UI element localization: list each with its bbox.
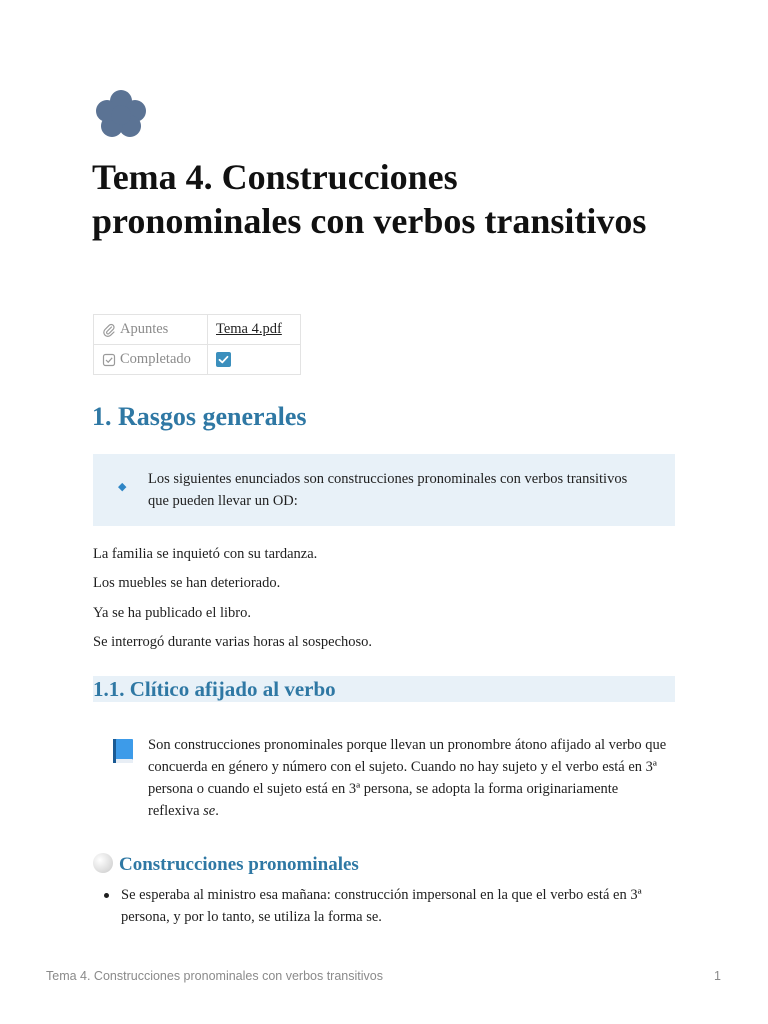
section-heading-clitico: 1.1. Clítico afijado al verbo xyxy=(93,676,675,702)
completed-checkbox[interactable] xyxy=(216,352,231,367)
paperclip-icon xyxy=(102,323,116,337)
bullet-list xyxy=(93,884,675,928)
list-item: Se esperaba al ministro esa mañana: construcción impersonal en la que el verbo está en 3ª persona, y por lo tanto, se utiliza la forma se. xyxy=(93,884,675,928)
white-circle-icon xyxy=(93,853,113,873)
properties-table xyxy=(93,314,301,375)
check-icon xyxy=(216,352,231,367)
blue-book-icon xyxy=(111,738,135,764)
property-row-apuntes xyxy=(94,315,301,345)
page-number: 1 xyxy=(714,969,721,983)
example-sentence: Ya se ha publicado el libro. xyxy=(93,605,251,621)
callout xyxy=(93,730,675,830)
page-title: Tema 4. Construcciones pronominales con verbos transitivos xyxy=(92,157,647,241)
example-sentence: La familia se inquietó con su tardanza. xyxy=(93,546,318,562)
property-value xyxy=(208,315,301,345)
footer-title: Tema 4. Construcciones pronominales con verbos transitivos xyxy=(46,969,383,983)
example-sentence: Los muebles se han deteriorado. xyxy=(93,575,281,591)
property-value xyxy=(208,345,301,375)
callout-text: Son construcciones pronominales porque llevan un pronombre átono afijado al verbo que concuerda en género y número con el sujeto. Cuando no hay sujeto y el verbo está en 3ª persona o cuando el sujeto está en 3ª persona, se adopta la forma originariamente reflexiva se. xyxy=(148,737,667,819)
pdf-link[interactable]: Tema 4.pdf xyxy=(216,321,282,337)
property-row-completado xyxy=(94,345,301,375)
callout xyxy=(93,454,675,526)
section-heading-rasgos-generales: 1. Rasgos generales xyxy=(92,402,307,431)
flower-icon xyxy=(93,88,149,138)
property-key xyxy=(94,315,208,345)
section-heading-construcciones: Construcciones pronominales xyxy=(93,853,359,876)
property-key xyxy=(94,345,208,375)
property-name: Completado xyxy=(120,351,191,367)
property-name: Apuntes xyxy=(120,321,169,337)
example-sentence: Se interrogó durante varias horas al sospechoso. xyxy=(93,634,373,650)
callout-text: Los siguientes enunciados son construcciones pronominales con verbos transitivos que pueden llevar un OD: xyxy=(148,471,628,509)
checkbox-outline-icon xyxy=(102,353,116,367)
blue-diamond-icon: ◆ xyxy=(118,481,127,493)
